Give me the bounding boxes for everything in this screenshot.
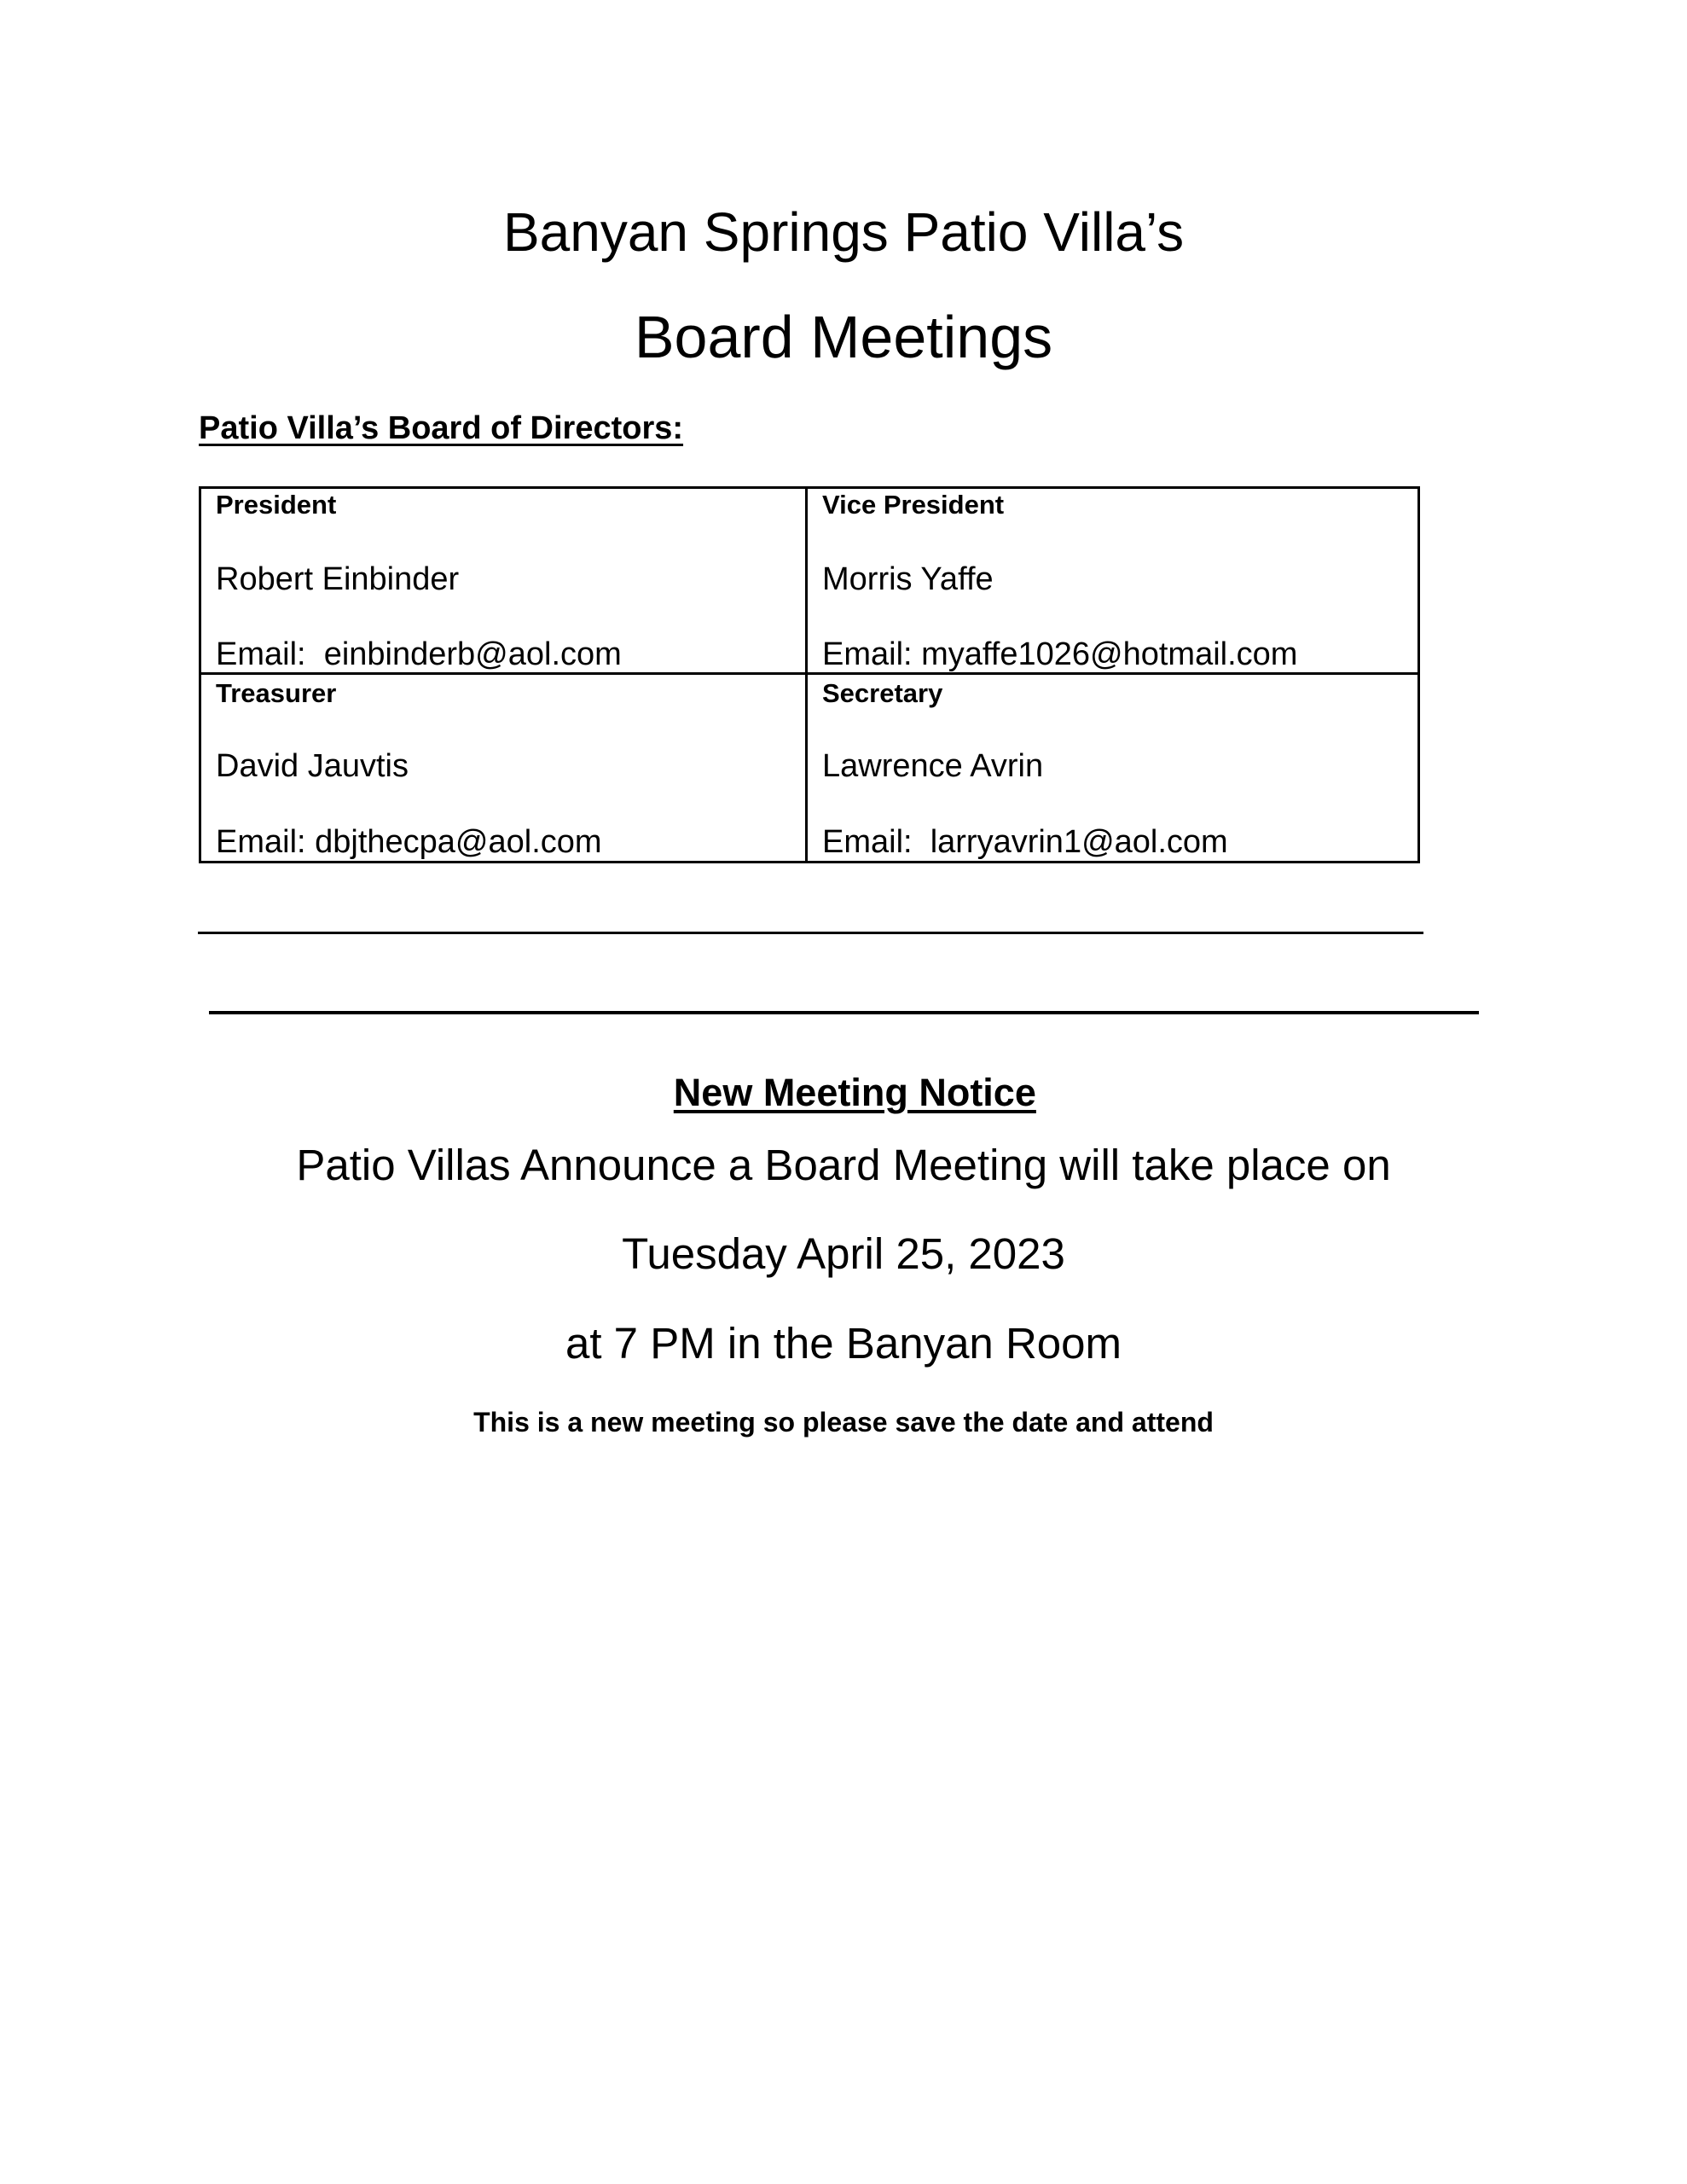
notice-line: Patio Villas Announce a Board Meeting will take place on — [296, 1141, 1391, 1189]
member-role: Treasurer — [216, 678, 337, 708]
table-border — [199, 486, 1420, 863]
member-email: Email: einbinderb@aol.com — [216, 636, 622, 672]
board-of-directors-heading: Patio Villa’s Board of Directors: — [199, 410, 684, 446]
member-email: Email: dbjthecpa@aol.com — [216, 824, 602, 860]
table-column-divider — [805, 486, 808, 863]
notice-heading-container — [0, 1060, 1687, 1125]
notice-footer: This is a new meeting so please save the date and attend — [473, 1407, 1214, 1438]
notice-time-location: at 7 PM in the Banyan Room — [565, 1319, 1122, 1368]
member-email: Email: larryavrin1@aol.com — [822, 824, 1228, 860]
document-subtitle: Board Meetings — [634, 304, 1053, 370]
horizontal-rule — [209, 1011, 1479, 1014]
member-role: Secretary — [822, 678, 943, 708]
document-title: Banyan Springs Patio Villa’s — [502, 201, 1185, 263]
notice-heading: New Meeting Notice — [673, 1071, 1036, 1114]
member-name: Morris Yaffe — [822, 561, 994, 597]
member-name: Robert Einbinder — [216, 561, 460, 597]
notice-date: Tuesday April 25, 2023 — [622, 1229, 1065, 1278]
table-row-divider — [199, 672, 1420, 675]
member-role: Vice President — [822, 490, 1005, 520]
member-name: Lawrence Avrin — [822, 748, 1044, 784]
member-role: President — [216, 490, 337, 520]
member-name: David Jauvtis — [216, 748, 409, 784]
member-email: Email: myaffe1026@hotmail.com — [822, 636, 1298, 672]
horizontal-rule — [198, 932, 1423, 934]
